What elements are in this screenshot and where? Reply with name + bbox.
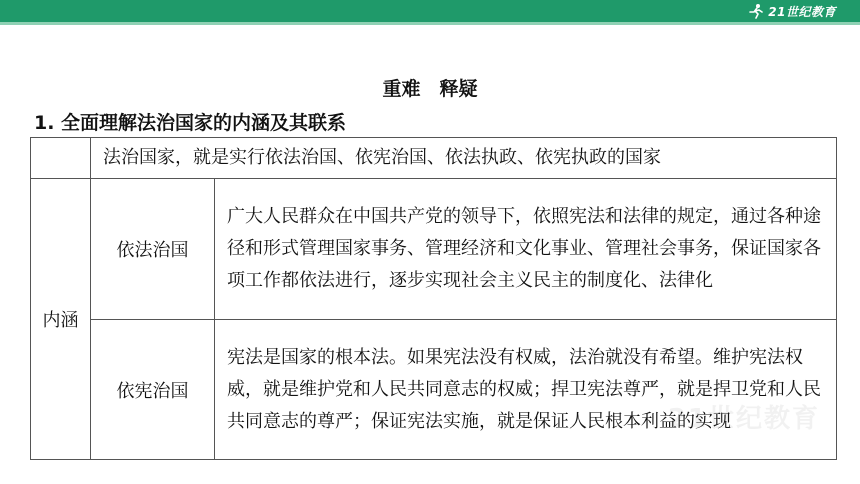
row-text: 宪法是国家的根本法。如果宪法没有权威，法治就没有希望。维护宪法权威，就是维护党和人民共同意志的权威；捍卫宪法尊严，就是捍卫党和人民共同意志的尊严；保证宪法实施，就是保证人民根本利益的实现 <box>215 320 837 460</box>
section-label: 内涵 <box>31 179 91 460</box>
row-label: 依宪治国 <box>91 320 215 460</box>
table-row <box>31 320 837 460</box>
empty-cell <box>31 138 91 179</box>
row-text: 广大人民群众在中国共产党的领导下，依照宪法和法律的规定，通过各种途径和形式管理国家事务、管理经济和文化事业、管理社会事务，保证国家各项工作都依法进行，逐步实现社会主义民主的制度化、法律化 <box>215 179 837 320</box>
watermark: 21世纪教育 <box>667 404 820 434</box>
brand-logo <box>748 2 836 20</box>
section-subtitle: 1. 全面理解法治国家的内涵及其联系 <box>34 112 347 134</box>
table-row-definition <box>31 138 837 179</box>
brand-name: 21世纪教育 <box>768 4 836 19</box>
header-bar <box>0 0 860 22</box>
runner-icon <box>748 3 764 19</box>
page-heading: 重难 释疑 <box>382 78 478 100</box>
row-label: 依法治国 <box>91 179 215 320</box>
header-stripe <box>0 22 860 25</box>
table-row <box>31 179 837 320</box>
definition-cell: 法治国家，就是实行依法治国、依宪治国、依法执政、依宪执政的国家 <box>91 138 837 179</box>
